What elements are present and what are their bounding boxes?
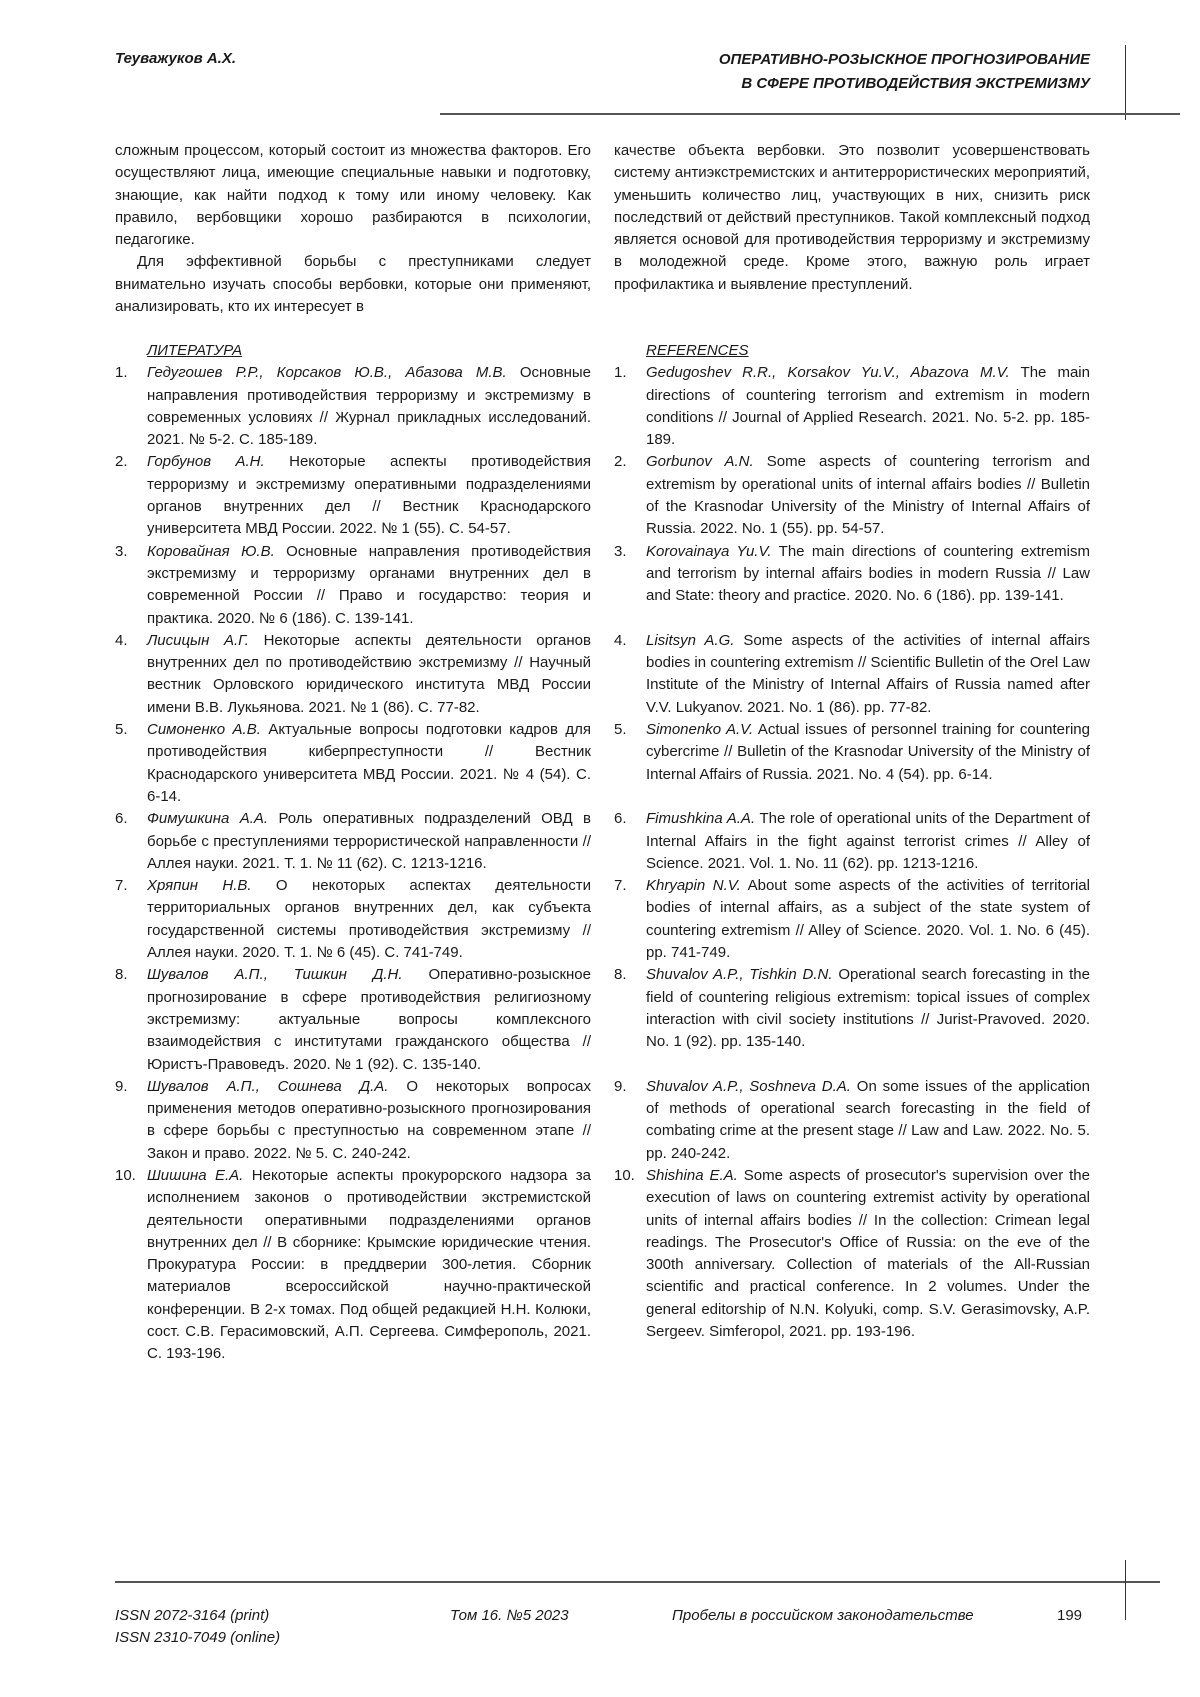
reference-number: 10. [614, 1165, 646, 1366]
reference-item-en [614, 451, 1090, 540]
reference-body: О некоторых вопросах применения методов оперативно-розыскного прогнозирования в сфере борьбы с преступностью на современном этапе // Закон и право. 2022. № 5. С. 240-242. [147, 1078, 591, 1162]
reference-item-ru [115, 719, 591, 808]
reference-authors: Shuvalov A.P., Tishkin D.N. [646, 966, 833, 983]
reference-body: О некоторых аспектах деятельности территориальных органов внутренних дел, как субъекта государственной системы противодействия экстремизму // Аллея науки. 2020. Т. 1. № 6 (45). С. 741-749. [147, 877, 591, 961]
reference-body: Основные направления противодействия экстремизму и терроризму органами внутренних дел в современной России // Право и государство: теория и практика. 2020. № 6 (186). С. 139-141. [147, 543, 591, 627]
reference-body: The role of operational units of the Department of Internal Affairs in the fight against terrorist crimes // Alley of Science. 2021. Vol. 1. No. 11 (62). pp. 1213-1216. [646, 810, 1090, 872]
reference-body: The main directions of countering terrorism and extremism in modern conditions // Journal of Applied Research. 2021. No. 5-2. pp. 185-189. [646, 364, 1090, 448]
reference-text [646, 875, 1090, 964]
reference-item-en [614, 1076, 1090, 1165]
reference-text [147, 362, 591, 451]
reference-text [646, 1165, 1090, 1366]
reference-authors: Khryapin N.V. [646, 877, 741, 894]
running-head-author: Теуважуков А.Х. [115, 50, 236, 67]
reference-item-ru [115, 630, 591, 719]
reference-item-en [614, 964, 1090, 1075]
reference-text [147, 451, 591, 540]
reference-text [147, 630, 591, 719]
reference-text [646, 1076, 1090, 1165]
reference-number: 6. [614, 808, 646, 875]
reference-item-ru [115, 541, 591, 630]
reference-text [646, 451, 1090, 540]
reference-number: 4. [614, 630, 646, 719]
reference-number: 8. [115, 964, 147, 1075]
title-line-2: В СФЕРЕ ПРОТИВОДЕЙСТВИЯ ЭКСТРЕМИЗМУ [719, 72, 1090, 96]
reference-body: Some aspects of prosecutor's supervision over the execution of laws on countering extremist activity by operational units of internal affairs bodies // In the collection: Crimean legal readings. The Prosecutor's Office of Russia: on the eve of the 300th anniversary. Collection of materials of the All-Russian scientific and practical conference. In 2 volumes. Under the general editorship of N.N. Kolyuki, comp. S.V. Gerasimovsky, A.P. Sergeev. Simferopol, 2021. pp. 193-196. [646, 1167, 1090, 1340]
reference-text [147, 541, 591, 630]
references-heading-en: REFERENCES [614, 340, 1090, 362]
reference-item-ru [115, 875, 591, 964]
reference-authors: Гедугошев Р.Р., Корсаков Ю.В., Абазова М.В. [147, 364, 507, 381]
reference-body: Operational search forecasting in the field of countering religious extremism: topical issues of complex interaction with civil society institutions // Jurist-Pravoved. 2020. No. 1 (92). pp. 135-140. [646, 966, 1090, 1050]
reference-body: Actual issues of personnel training for countering cybercrime // Bulletin of the Krasnodar University of the Ministry of Internal Affairs of Russia. 2021. No. 4 (54). pp. 6-14. [646, 721, 1090, 783]
references-heading-ru: ЛИТЕРАТУРА [115, 340, 591, 362]
reference-text [147, 1076, 591, 1165]
reference-item-en [614, 808, 1090, 875]
reference-body: The main directions of countering extremism and terrorism by internal affairs bodies in modern Russia // Law and State: theory and practice. 2020. No. 6 (186). pp. 139-141. [646, 543, 1090, 605]
reference-authors: Фимушкина А.А. [147, 810, 268, 827]
page-number: 199 [1057, 1605, 1082, 1627]
reference-number: 5. [115, 719, 147, 808]
reference-authors: Симоненко А.В. [147, 721, 261, 738]
reference-number: 9. [115, 1076, 147, 1165]
reference-number: 4. [115, 630, 147, 719]
reference-body: Некоторые аспекты противодействия терроризму и экстремизму оперативными подразделениями органов внутренних дел // Вестник Краснодарского университета МВД России. 2022. № 1 (55). С. 54-57. [147, 453, 591, 537]
reference-body: Актуальные вопросы подготовки кадров для противодействия киберпреступности // Вестник Краснодарского университета МВД России. 2021. № 4 (54). С. 6-14. [147, 721, 591, 805]
reference-text [646, 964, 1090, 1075]
reference-number: 7. [614, 875, 646, 964]
reference-number: 1. [115, 362, 147, 451]
reference-item-en [614, 630, 1090, 719]
reference-authors: Горбунов А.Н. [147, 453, 265, 470]
reference-authors: Fimushkina A.A. [646, 810, 755, 827]
reference-authors: Gorbunov A.N. [646, 453, 754, 470]
reference-text [646, 630, 1090, 719]
reference-body: Some aspects of countering terrorism and extremism by operational units of internal affairs bodies // Bulletin of the Krasnodar University of the Ministry of Internal Affairs of Russia. 2022. No. 1 (55). pp. 54-57. [646, 453, 1090, 537]
reference-authors: Korovainaya Yu.V. [646, 543, 772, 560]
reference-authors: Lisitsyn A.G. [646, 632, 734, 649]
running-head-title [719, 48, 1090, 96]
reference-number: 6. [115, 808, 147, 875]
reference-item-en [614, 1165, 1090, 1366]
reference-text [646, 808, 1090, 875]
reference-item-ru [115, 362, 591, 451]
reference-authors: Shishina E.A. [646, 1167, 738, 1184]
reference-body: About some aspects of the activities of territorial bodies of internal affairs, as a subject of the state system of countering extremism // Alley of Science. 2020. Vol. 1. No. 6 (45). pp. 741-749. [646, 877, 1090, 961]
footer-journal: Пробелы в российском законодательстве [672, 1605, 974, 1627]
header-rule [440, 113, 1180, 115]
reference-item-ru [115, 808, 591, 875]
reference-text [646, 541, 1090, 630]
reference-number: 3. [614, 541, 646, 630]
reference-authors: Коровайная Ю.В. [147, 543, 275, 560]
reference-number: 7. [115, 875, 147, 964]
reference-authors: Gedugoshev R.R., Korsakov Yu.V., Abazova M.V. [646, 364, 1010, 381]
reference-authors: Шувалов А.П., Тишкин Д.Н. [147, 966, 403, 983]
reference-body: Некоторые аспекты деятельности органов внутренних дел по противодействию экстремизму // Научный вестник Орловского юридического института МВД России имени В.В. Лукьянова. 2021. № 1 (86). С. 77-82. [147, 632, 591, 716]
reference-number: 8. [614, 964, 646, 1075]
reference-authors: Shuvalov A.P., Soshneva D.A. [646, 1078, 851, 1095]
reference-text [147, 808, 591, 875]
reference-text [147, 964, 591, 1075]
issn-online: ISSN 2310-7049 (online) [115, 1627, 280, 1649]
reference-item-ru [115, 964, 591, 1075]
reference-item-ru [115, 1165, 591, 1366]
reference-text [147, 1165, 591, 1366]
paragraph: качестве объекта вербовки. Это позволит усовершенствовать систему антиэкстремистских и антитеррористических мероприятий, уменьшить количество лиц, участвующих в них, снизить риск последствий от действий преступников. Такой комплексный подход является основой для противодействия терроризму и экстремизму в молодежной среде. Кроме этого, важную роль играет профилактика и выявление преступлений. [614, 140, 1090, 296]
reference-authors: Шишина Е.А. [147, 1167, 243, 1184]
reference-item-en [614, 875, 1090, 964]
issn-print: ISSN 2072-3164 (print) [115, 1605, 280, 1627]
reference-number: 9. [614, 1076, 646, 1165]
reference-text [147, 875, 591, 964]
reference-authors: Simonenko A.V. [646, 721, 753, 738]
reference-number: 3. [115, 541, 147, 630]
reference-body: Некоторые аспекты прокурорского надзора за исполнением законов о противодействии экстремистской деятельности оперативными подразделениями органов внутренних дел // В сборнике: Крымские юридические чтения. Прокуратура России: в преддверии 300-летия. Сборник материалов всероссийской научно-практической конференции. В 2-х томах. Под общей редакцией Н.Н. Колюки, сост. С.В. Герасимовский, А.П. Сергеева. Симферополь, 2021. С. 193-196. [147, 1167, 591, 1362]
reference-body: Оперативно-розыскное прогнозирование в сфере противодействия религиозному экстремизму: актуальные вопросы комплексного взаимодействия с институтами гражданского общества // Юристъ-Правоведъ. 2020. № 1 (92). С. 135-140. [147, 966, 591, 1072]
reference-item-en [614, 541, 1090, 630]
reference-text [646, 362, 1090, 451]
reference-number: 2. [614, 451, 646, 540]
reference-number: 5. [614, 719, 646, 808]
paragraph: сложным процессом, который состоит из множества факторов. Его осуществляют лица, имеющие специальные навыки и подготовку, знающие, как найти подход к тому или иному человеку. Как правило, вербовщики хорошо разбираются в психологии, педагогике. [115, 140, 591, 251]
reference-item-en [614, 362, 1090, 451]
body-left-column [115, 140, 591, 318]
reference-authors: Хряпин Н.В. [147, 877, 252, 894]
paragraph: Для эффективной борьбы с преступниками следует внимательно изучать способы вербовки, которые они применяют, анализировать, кто их интересует в [115, 251, 591, 318]
reference-item-ru [115, 451, 591, 540]
reference-text [147, 719, 591, 808]
reference-text [646, 719, 1090, 808]
title-line-1: ОПЕРАТИВНО-РОЗЫСКНОЕ ПРОГНОЗИРОВАНИЕ [719, 48, 1090, 72]
reference-body: On some issues of the application of methods of operational search forecasting in the field of combating crime at the present stage // Law and Law. 2022. No. 5. pp. 240-242. [646, 1078, 1090, 1162]
reference-number: 2. [115, 451, 147, 540]
reference-item-en [614, 719, 1090, 808]
footer-volume: Том 16. №5 2023 [450, 1605, 569, 1627]
reference-body: Роль оперативных подразделений ОВД в борьбе с преступлениями террористической направленности // Аллея науки. 2021. Т. 1. № 11 (62). С. 1213-1216. [147, 810, 591, 872]
reference-number: 1. [614, 362, 646, 451]
crop-mark-bottom [1125, 1560, 1126, 1620]
footer-issn [115, 1605, 280, 1649]
reference-body: Some aspects of the activities of internal affairs bodies in countering extremism // Scientific Bulletin of the Orel Law Institute of the Ministry of Internal Affairs of Russia named after V.V. Lukyanov. 2021. No. 1 (86). pp. 77-82. [646, 632, 1090, 716]
reference-body: Основные направления противодействия терроризму и экстремизму в современных условиях // Журнал прикладных исследований. 2021. № 5-2. С. 185-189. [147, 364, 591, 448]
references-section [115, 340, 1090, 1366]
footer-rule [115, 1581, 1160, 1583]
reference-authors: Лисицын А.Г. [147, 632, 249, 649]
crop-mark-top [1125, 45, 1126, 120]
reference-number: 10. [115, 1165, 147, 1366]
body-right-column [614, 140, 1090, 296]
reference-authors: Шувалов А.П., Сошнева Д.А. [147, 1078, 388, 1095]
reference-item-ru [115, 1076, 591, 1165]
